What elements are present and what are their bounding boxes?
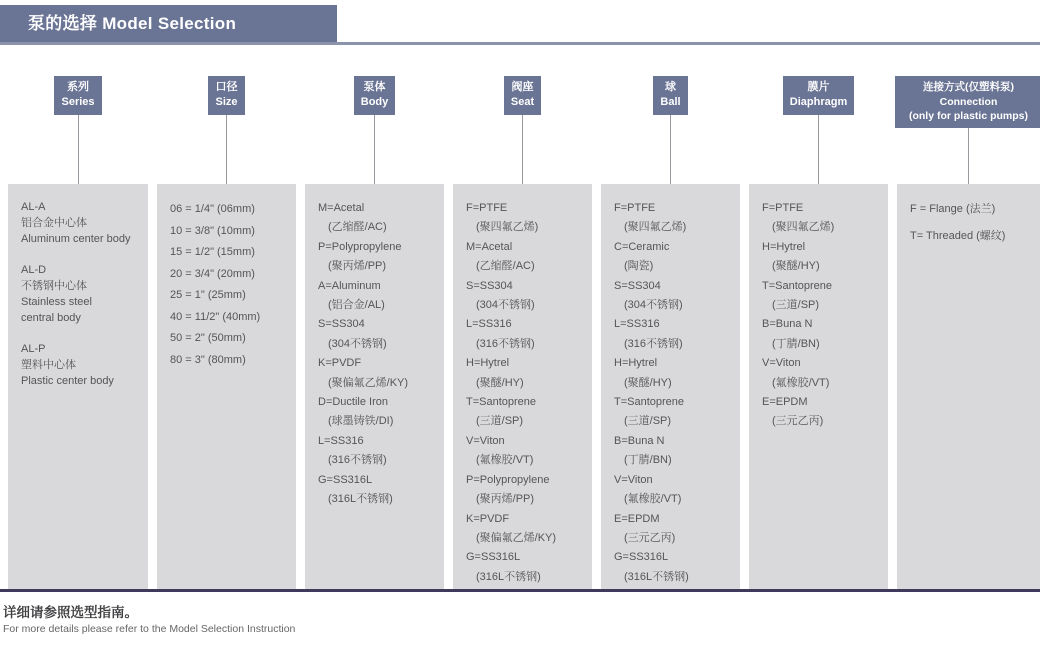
column-header-line: Diaphragm — [789, 96, 848, 109]
column-header-line: 口径 — [215, 81, 238, 93]
option-line: D=Ductile Iron — [318, 396, 389, 409]
option-line: P=Polypropylene — [466, 473, 550, 486]
option-line: (316不锈钢) — [476, 337, 535, 350]
option-line: (聚醚/HY) — [476, 376, 524, 389]
selection-column — [157, 76, 296, 591]
column-header-area — [749, 76, 888, 184]
option-line: (聚四氟乙烯) — [624, 221, 687, 234]
option-line: (316L不锈钢) — [624, 570, 689, 583]
option-line: S=SS304 — [614, 279, 661, 292]
option-line: G=SS316L — [318, 473, 373, 486]
connector-line — [374, 115, 375, 184]
connector-line — [968, 128, 969, 184]
option-line: H=Hytrel — [466, 357, 510, 370]
column-panel — [749, 184, 888, 591]
option-line: K=PVDF — [466, 512, 510, 525]
option-line: (丁腈/BN) — [772, 337, 820, 350]
connector-line — [78, 115, 79, 184]
option-line: M=Acetal — [466, 240, 513, 253]
connector-line — [818, 115, 819, 184]
option-line: T=Santoprene — [614, 396, 685, 409]
option-line: 20 = 3/4" (20mm) — [170, 267, 255, 280]
option-line: 80 = 3" (80mm) — [170, 353, 246, 366]
column-header-area — [601, 76, 740, 184]
column-header-line: 阀座 — [511, 81, 534, 93]
option-line: (铝合金/AL) — [328, 299, 385, 312]
column-header — [208, 76, 244, 115]
option-line: 铝合金中心体 — [21, 217, 87, 229]
option-line: (316不锈钢) — [328, 454, 387, 467]
columns — [8, 76, 1040, 591]
option-line: (三道/SP) — [772, 299, 820, 312]
option-line: G=SS316L — [466, 551, 521, 564]
page-title — [0, 5, 337, 43]
option-line: (316不锈钢) — [624, 337, 683, 350]
option-line: M=Acetal — [318, 202, 365, 214]
option-line: (316L不锈钢) — [476, 570, 541, 583]
title-rule — [0, 42, 1040, 45]
option-line: Aluminum center body — [21, 233, 131, 245]
option-line — [21, 247, 142, 262]
column-header — [504, 76, 541, 115]
column-panel — [601, 184, 740, 591]
column-header-line: 球 — [665, 81, 676, 93]
connector-line — [670, 115, 671, 184]
column-header — [783, 76, 854, 115]
footer — [3, 604, 295, 637]
option-line: V=Viton — [466, 434, 505, 447]
option-line: L=SS316 — [466, 318, 512, 331]
page-title-text: 泵的选择 Model Selection — [28, 14, 237, 33]
option-line: E=EPDM — [614, 512, 660, 525]
option-line: A=Aluminum — [318, 279, 381, 292]
selection-column — [749, 76, 888, 591]
column-header-line: 系列 — [67, 81, 89, 93]
option-line: (氟橡胶/VT) — [476, 454, 534, 467]
option-line: (316L不锈钢) — [328, 493, 393, 506]
option-line: (304不锈钢) — [328, 337, 387, 350]
option-line: S=SS304 — [466, 279, 513, 292]
column-header-area — [897, 76, 1040, 184]
option-line: L=SS316 — [318, 434, 364, 447]
option-line: E=EPDM — [762, 396, 808, 409]
column-header-line: 连接方式(仅塑料泵) — [923, 81, 1014, 93]
option-line: V=Viton — [762, 357, 801, 370]
option-line: 25 = 1" (25mm) — [170, 289, 246, 301]
option-line: T=Santoprene — [466, 396, 537, 409]
column-panel — [453, 184, 592, 591]
option-line: 15 = 1/2" (15mm) — [170, 246, 255, 258]
column-header-line: 膜片 — [807, 81, 830, 93]
option-line: S=SS304 — [318, 318, 365, 331]
column-header-area — [157, 76, 296, 184]
column-panel — [897, 184, 1040, 591]
column-header-area — [8, 76, 148, 184]
column-panel — [8, 184, 148, 591]
selection-column — [601, 76, 740, 591]
option-line: (聚四氟乙烯) — [772, 221, 835, 234]
option-line: V=Viton — [614, 473, 653, 486]
column-header-line: Connection — [939, 95, 998, 108]
option-line: H=Hytrel — [762, 240, 806, 253]
column-header-area — [305, 76, 444, 184]
option-line: Plastic center body — [21, 375, 114, 387]
option-line: (三元乙丙) — [624, 531, 676, 544]
selection-column — [305, 76, 444, 591]
option-line: (聚四氟乙烯) — [476, 221, 539, 234]
column-header-line: (only for plastic pumps) — [908, 110, 1028, 123]
column-header-line: Size — [215, 96, 238, 109]
option-line: AL-A — [21, 201, 46, 213]
option-line: T= Threaded (螺纹) — [910, 230, 1006, 242]
option-line: B=Buna N — [614, 434, 665, 447]
option-line: (聚丙烯/PP) — [476, 493, 535, 506]
connector-line — [226, 115, 227, 184]
column-header — [354, 76, 396, 115]
selection-column — [897, 76, 1040, 591]
option-line: (三道/SP) — [476, 415, 524, 428]
option-line: (304不锈钢) — [476, 299, 535, 312]
option-line: T=Santoprene — [762, 279, 833, 292]
option-line: 40 = 11/2" (40mm) — [170, 310, 261, 323]
column-header-line: Seat — [510, 96, 535, 109]
selection-column — [8, 76, 148, 591]
option-line: (三道/SP) — [624, 415, 672, 428]
option-line: (乙缩醛/AC) — [476, 260, 535, 273]
footer-note-en: For more details please refer to the Model Selection Instruction — [3, 623, 296, 635]
option-line: C=Ceramic — [614, 240, 670, 253]
column-header-line: Ball — [660, 96, 681, 109]
option-line: 10 = 3/8" (10mm) — [170, 224, 255, 237]
option-line: (聚丙烯/PP) — [328, 260, 387, 273]
option-line: (氟橡胶/VT) — [624, 493, 682, 506]
option-line: H=Hytrel — [614, 357, 658, 370]
option-line: F=PTFE — [614, 202, 656, 214]
option-line: (三元乙丙) — [772, 415, 824, 428]
option-line: K=PVDF — [318, 357, 362, 370]
option-line: B=Buna N — [762, 318, 813, 331]
option-line: central body — [21, 312, 81, 324]
option-line: F=PTFE — [466, 202, 508, 214]
column-header-line: Body — [360, 96, 389, 109]
column-panel — [305, 184, 444, 591]
bottom-rule — [0, 589, 1040, 592]
option-line: (聚醚/HY) — [624, 376, 672, 389]
option-line: Stainless steel — [21, 296, 92, 308]
option-line: L=SS316 — [614, 318, 660, 331]
option-line: (陶瓷) — [624, 260, 654, 273]
option-line: (丁腈/BN) — [624, 454, 672, 467]
selection-column — [453, 76, 592, 591]
option-line: (聚偏氟乙烯/KY) — [328, 376, 409, 389]
column-header-line: 泵体 — [363, 81, 386, 93]
option-line: AL-D — [21, 264, 47, 276]
option-line — [21, 326, 142, 341]
option-line: (304不锈钢) — [624, 299, 683, 312]
option-line: 塑料中心体 — [21, 359, 76, 371]
option-line: AL-P — [21, 343, 46, 355]
column-panel — [157, 184, 296, 591]
option-line: (聚偏氟乙烯/KY) — [476, 531, 557, 544]
option-line: (聚醚/HY) — [772, 260, 820, 273]
column-header — [653, 76, 687, 115]
option-line: 不锈钢中心体 — [21, 280, 87, 292]
option-line: 50 = 2" (50mm) — [170, 332, 246, 344]
option-line: F = Flange (法兰) — [910, 203, 996, 215]
option-line: (氟橡胶/VT) — [772, 376, 830, 389]
column-header-line: Series — [61, 96, 95, 109]
column-header — [895, 76, 1040, 128]
option-line: P=Polypropylene — [318, 240, 402, 253]
option-line: F=PTFE — [762, 202, 804, 214]
option-line: (球墨铸铁/DI) — [328, 415, 394, 428]
connector-line — [522, 115, 523, 184]
option-line: (乙缩醛/AC) — [328, 221, 387, 234]
footer-note-zh: 详细请参照选型指南。 — [3, 605, 138, 620]
column-header-area — [453, 76, 592, 184]
option-line: G=SS316L — [614, 551, 669, 564]
option-line: 06 = 1/4" (06mm) — [170, 203, 255, 215]
column-header — [54, 76, 101, 115]
